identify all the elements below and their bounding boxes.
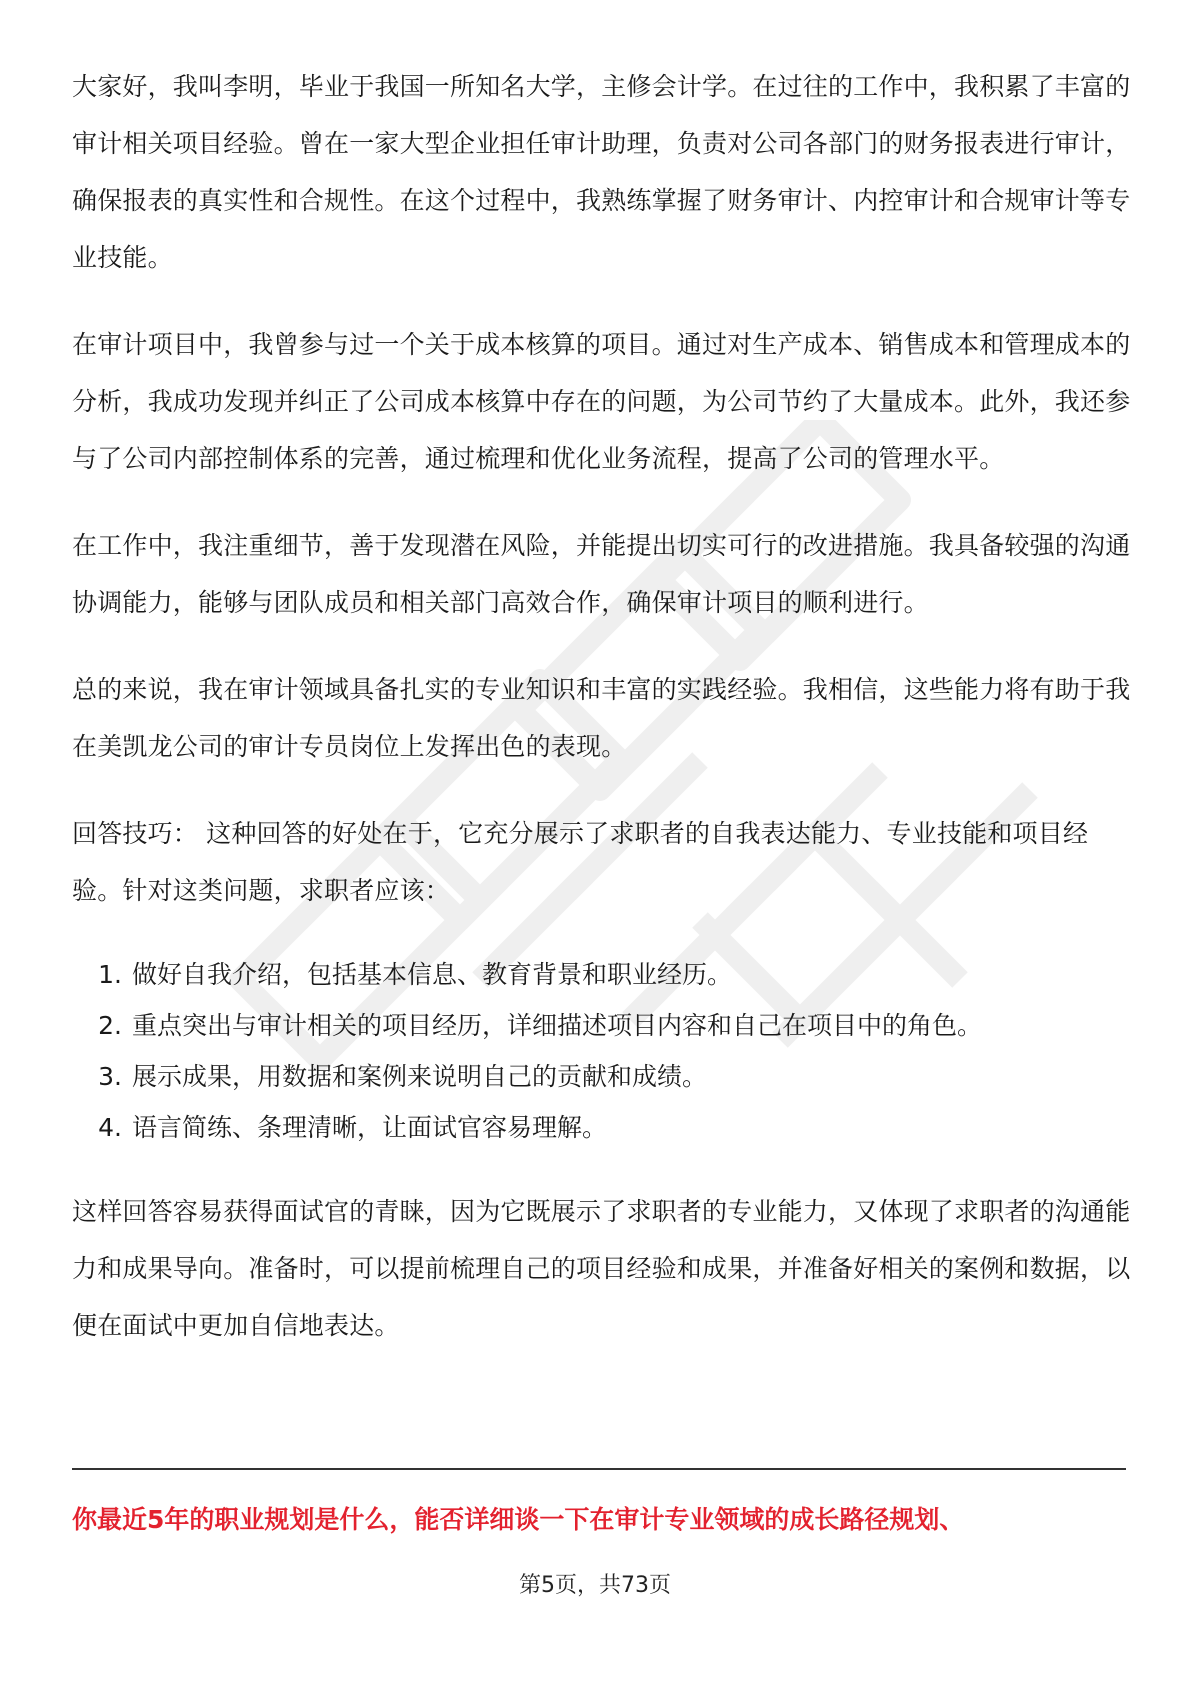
list-item-number: 1. — [98, 960, 122, 989]
list-item — [72, 1051, 1132, 1102]
next-question-heading: 你最近5年的职业规划是什么，能否详细谈一下在审计专业领域的成长路径规划、 — [72, 1505, 965, 1534]
paragraph-strengths: 在工作中，我注重细节，善于发现潜在风险，并能提出切实可行的改进措施。我具备较强的沟通协调能力，能够与团队成员和相关部门高效合作，确保审计项目的顺利进行。 — [72, 531, 1131, 617]
paragraph-summary: 总的来说，我在审计领域具备扎实的专业知识和丰富的实践经验。我相信，这些能力将有助于我在美凯龙公司的审计专员岗位上发挥出色的表现。 — [72, 675, 1131, 761]
list-item-number: 2. — [98, 1011, 122, 1040]
list-item — [72, 949, 1132, 1000]
paragraph-intro: 大家好，我叫李明，毕业于我国一所知名大学，主修会计学。在过往的工作中，我积累了丰富的审计相关项目经验。曾在一家大型企业担任审计助理，负责对公司各部门的财务报表进行审计，确保报表的真实性和合规性。在这个过程中，我熟练掌握了财务审计、内控审计和合规审计等专业技能。 — [72, 72, 1131, 272]
list-item — [72, 1102, 1132, 1153]
section-divider — [72, 1468, 1126, 1470]
list-item-text: 做好自我介绍，包括基本信息、教育背景和职业经历。 — [132, 960, 733, 989]
paragraph-project: 在审计项目中，我曾参与过一个关于成本核算的项目。通过对生产成本、销售成本和管理成本的分析，我成功发现并纠正了公司成本核算中存在的问题，为公司节约了大量成本。此外，我还参与了公司内部控制体系的完善，通过梳理和优化业务流程，提高了公司的管理水平。 — [72, 330, 1131, 473]
list-item-number: 3. — [98, 1062, 122, 1091]
list-item — [72, 1000, 1132, 1051]
document-body — [72, 58, 1132, 1384]
page-number-footer: 第5页，共73页 — [519, 1573, 671, 1598]
list-item-number: 4. — [98, 1113, 122, 1142]
list-item-text: 展示成果，用数据和案例来说明自己的贡献和成绩。 — [132, 1062, 708, 1091]
list-item-text: 重点突出与审计相关的项目经历，详细描述项目内容和自己在项目中的角色。 — [132, 1011, 983, 1040]
paragraph-answer-tips: 回答技巧： 这种回答的好处在于，它充分展示了求职者的自我表达能力、专业技能和项目经验。针对这类问题，求职者应该： — [72, 819, 1089, 905]
paragraph-closing: 这样回答容易获得面试官的青睐，因为它既展示了求职者的专业能力，又体现了求职者的沟通能力和成果导向。准备时，可以提前梳理自己的项目经验和成果，并准备好相关的案例和数据，以便在面试中更加自信地表达。 — [72, 1197, 1131, 1340]
list-item-text: 语言简练、条理清晰，让面试官容易理解。 — [132, 1113, 608, 1142]
tips-list — [72, 949, 1132, 1153]
